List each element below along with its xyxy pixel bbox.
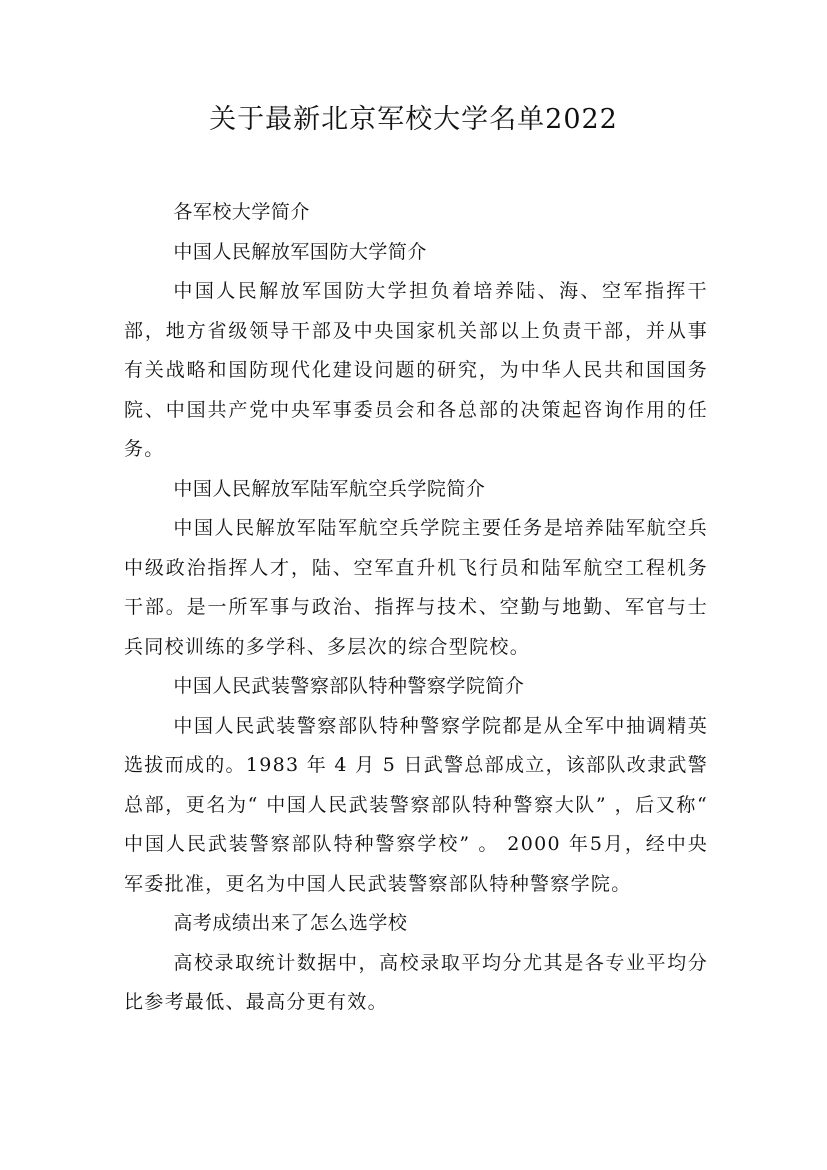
section-heading: 中国人民解放军国防大学简介 <box>173 240 427 263</box>
section-heading: 各军校大学简介 <box>173 201 310 223</box>
section-heading: 中国人民解放军陆军航空兵学院简介 <box>173 477 486 500</box>
body-paragraph: 中国人民解放军陆军航空兵学院主要任务是培养陆军航空兵中级政治指挥人才，陆、空军直升机飞行员和陆军航空工程机务干部。是一所军事与政治、指挥与技术、空勤与地勤、军官与士兵同校训练的多学科、多层次的综合型院校。 <box>124 517 708 658</box>
section-heading: 高考成绩出来了怎么选学校 <box>173 912 408 934</box>
body-paragraph: 中国人民解放军国防大学担负着培养陆、海、空军指挥干部，地方省级领导干部及中央国家机关部以上负责干部，并从事有关战略和国防现代化建设问题的研究，为中华人民共和国国务院、中国共产党中央军事委员会和各总部的决策起咨询作用的任务。 <box>124 280 708 460</box>
body-paragraph: 高校录取统计数据中，高校录取平均分尤其是各专业平均分比参考最低、最高分更有效。 <box>124 951 708 1013</box>
document-body <box>124 193 708 1023</box>
document-title: 关于最新北京军校大学名单2022 <box>209 104 618 135</box>
body-paragraph: 中国人民武装警察部队特种警察学院都是从全军中抽调精英选拔而成的。1983 年 4 月 5 日武警总部成立，该部队改隶武警总部，更名为“ 中国人民武装警察部队特种警察大队” ，后又称“ 中国人民武装警察部队特种警察学校” 。 2000 年5月，经中央军委批准，更名为中国人民武装警察部队特种警察学院。 <box>124 714 708 895</box>
section-heading: 中国人民武装警察部队特种警察学院简介 <box>173 675 525 697</box>
